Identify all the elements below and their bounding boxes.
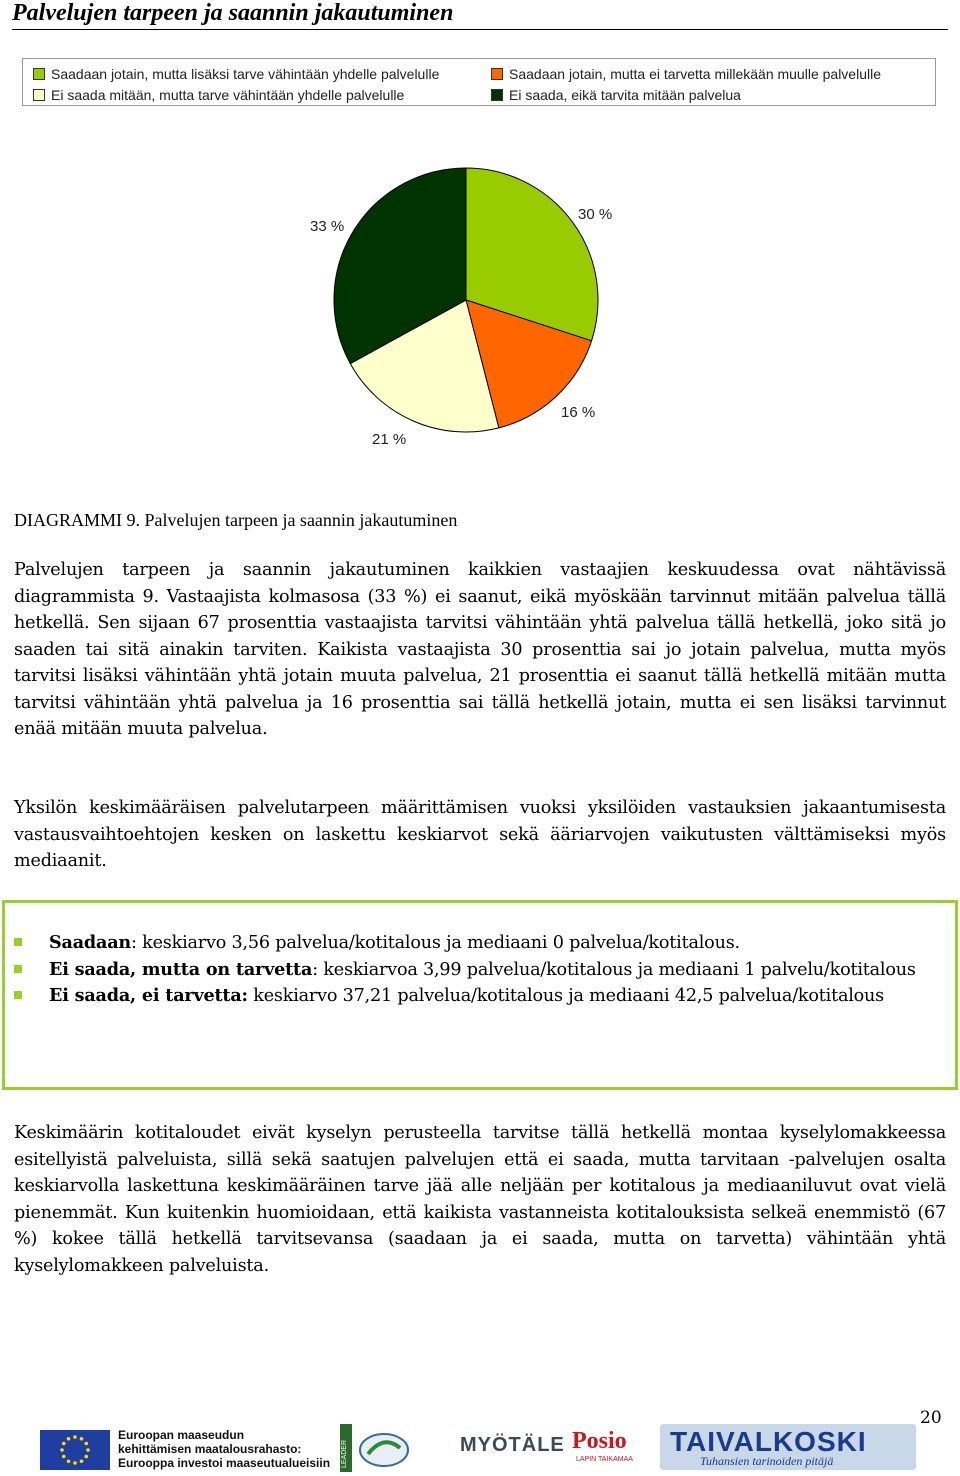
eu-star <box>80 1437 84 1441</box>
figure-caption <box>14 510 457 531</box>
caption-label: DIAGRAMMI 9. <box>14 510 140 530</box>
summary-text: keskiarvo 37,21 palvelua/kotitalous ja mediaani 42,5 palvelua/kotitalous <box>247 986 885 1006</box>
bullet-square-icon <box>14 938 22 946</box>
body-paragraph: Yksilön keskimääräisen palvelutarpeen määrittämisen vuoksi yksilöiden vastauksien jakaantumisesta vastausvaihtoehtojen kesken on laskettu keskiarvot sekä ääriarvojen vaikutusten välttämiseksi myös mediaanit. <box>14 798 946 871</box>
summary-term: Ei saada, ei tarvetta: <box>49 985 248 1006</box>
summary-text: keskiarvo 3,56 palvelua/kotitalous ja mediaani 0 palvelua/kotitalous. <box>136 933 740 953</box>
eu-line: Eurooppa investoi maaseutualueisiin <box>118 1456 331 1470</box>
taivalkoski-slogan: Tuhansien tarinoiden pitäjä <box>700 1454 834 1468</box>
taivalkoski-word: TAIVALKOSKI <box>670 1426 867 1457</box>
pie-data-label: 21 % <box>372 431 407 448</box>
body-paragraph: Palvelujen tarpeen ja saannin jakautuminen kaikkien vastaajien keskuudessa ovat nähtävissä diagrammista 9. Vastaajista kolmasosa (33 %) ei saanut, eikä myöskään tarvinnut mitään palvelua tällä hetkellä. Sen sijaan 67 prosenttia vastaajista tarvitsi vähintään yhtä palvelua tällä hetkellä, joko sitä jo saaden tai sitä ainakin tarviten. Kaikista vastaajista 30 prosenttia sai jo jotain palvelua, mutta myös tarvitsi lisäksi vähintään yhtä jotain muuta palvelua, 21 prosenttia ei saanut tällä hetkellä mitään mutta tarvitsi vähintään yhtä palvelua ja 16 prosenttia sai tällä hetkellä jotain, mutta ei sen lisäksi tarvinnut enää mitään muuta palvelua. <box>14 560 946 739</box>
pie-chart <box>0 0 960 480</box>
svg-text:LEADER: LEADER <box>341 1439 348 1468</box>
eu-star <box>84 1442 88 1446</box>
pie-data-label: 33 % <box>310 218 345 235</box>
caption-text: Palvelujen tarpeen ja saannin jakautuminen <box>144 510 458 530</box>
posio-word: Posio <box>572 1428 627 1454</box>
eu-star <box>62 1455 66 1459</box>
eu-star <box>67 1437 71 1441</box>
eu-star <box>86 1448 90 1452</box>
posio-subtitle: LAPIN TAIKAMAA <box>576 1456 633 1463</box>
legend-label: Saadaan jotain, mutta ei tarvetta millekään muulle palvelulle <box>509 66 881 82</box>
eu-star <box>84 1455 88 1459</box>
summary-item <box>14 930 946 957</box>
pie-data-label: 30 % <box>578 206 613 223</box>
taivalkoski-logo <box>660 1424 916 1470</box>
page-title: Palvelujen tarpeen ja saannin jakautuminen <box>12 0 454 26</box>
legend-label: Ei saada, eikä tarvita mitään palvelua <box>509 87 741 103</box>
eu-flag-logo <box>40 1430 110 1470</box>
myotale-logo: MYÖTÄLE <box>460 1434 565 1456</box>
summary-list <box>14 930 946 1010</box>
bullet-square-icon <box>14 965 22 973</box>
eu-star <box>67 1459 71 1463</box>
legend-label: Ei saada mitään, mutta tarve vähintään yhdelle palvelulle <box>51 87 405 103</box>
summary-term: Ei saada, mutta on tarvetta <box>49 958 313 980</box>
summary-sep: : <box>131 933 137 953</box>
eu-star <box>60 1448 64 1452</box>
eu-star <box>73 1435 77 1439</box>
summary-item <box>14 957 946 984</box>
summary-sep: : <box>312 959 318 980</box>
eu-line: kehittämisen maatalousrahasto: <box>118 1442 302 1456</box>
eu-star <box>80 1459 84 1463</box>
body-paragraph: Keskimäärin kotitaloudet eivät kyselyn perusteella tarvitse tällä hetkellä montaa kyselylomakkeessa esitellyistä palveluista, sillä sekä saatujen palvelujen että ei saada, mutta tarvitaan -palvelujen osalta keskiarvolla laskettuna keskimääräinen tarve jää alle neljään per kotitalous ja mediaaniluvut ovat vielä pienemmät. Kun kuitenkin huomioidaan, että kaikista vastanneista kotitalouksista selkeä enemmistö (67 %) kokee tällä hetkellä tarvitsevansa (saadaan ja ei saada, mutta on tarvetta) vähintään yhtä kyselylomakkeen palveluista. <box>14 1123 946 1276</box>
eu-line: Euroopan maaseudun <box>118 1428 245 1442</box>
legend-label: Saadaan jotain, mutta lisäksi tarve vähintään yhdelle palvelulle <box>51 66 440 82</box>
pie-data-label: 16 % <box>561 404 596 421</box>
summary-text: keskiarvoa 3,99 palvelua/kotitalous ja mediaani 1 palvelu/kotitalous <box>317 959 916 980</box>
eu-stars-icon <box>40 1430 110 1470</box>
eu-funding-text <box>118 1428 330 1470</box>
eu-star <box>62 1442 66 1446</box>
eu-star <box>73 1461 77 1465</box>
summary-term: Saadaan <box>49 932 131 953</box>
posio-logo <box>572 1426 644 1470</box>
summary-item <box>14 983 946 1010</box>
page-number: 20 <box>920 1408 942 1428</box>
bullet-square-icon <box>14 991 22 999</box>
leader-logo <box>340 1424 414 1472</box>
